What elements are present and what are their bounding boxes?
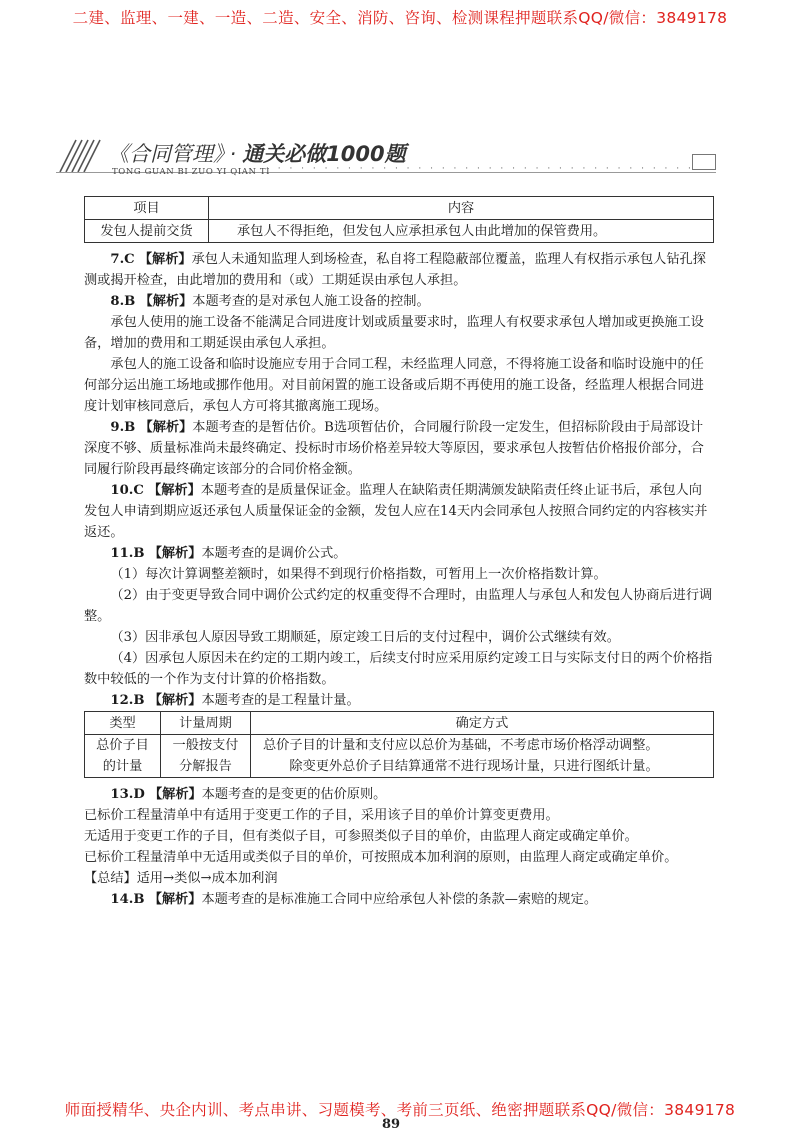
answer-10: 10.C 【解析】本题考查的是质量保证金。监理人在缺陷责任期满颁发缺陷责任终止证书后，承包人向发包人申请到期应返还承包人质量保证金的金额，发包人应在14天内会同承包人按照合同约定的内容核实并返还。 (84, 483, 708, 540)
book-title-main: 《合同管理》 (108, 142, 224, 166)
table-row (85, 735, 714, 778)
answer-7: 7.C 【解析】承包人未通知监理人到场检查，私自将工程隐蔽部位覆盖，监理人有权指示承包人钻孔探测或揭开检查，由此增加的费用和（或）工期延误由承包人承担。 (84, 252, 706, 288)
header-stripes-decoration (56, 138, 106, 174)
page-number: 89 (382, 1117, 401, 1132)
table-header-cell: 确定方式 (251, 712, 714, 735)
table-header-row (85, 197, 714, 220)
table-cell-line: 总价子目的计量和支付应以总价为基础，不考虑市场价格浮动调整。 (263, 738, 659, 753)
table-header-cell: 项目 (85, 197, 209, 220)
table-header-cell: 计量周期 (161, 712, 251, 735)
answer-8-para-1: 承包人使用的施工设备不能满足合同进度计划或质量要求时，监理人有权要求承包人增加或更换施工设备，增加的费用和工期延误由承包人承担。 (84, 315, 704, 351)
header-box-decoration (692, 154, 716, 170)
page-header (56, 134, 716, 182)
book-title-suffix: 通关必做1000题 (242, 142, 406, 166)
book-subtitle: TONG GUAN BI ZUO YI QIAN TI (112, 167, 271, 177)
answer-13-line: 无适用于变更工作的子目，但有类似子目，可参照类似子目的单价，由监理人商定或确定单价。 (84, 829, 638, 844)
table-row (85, 220, 714, 243)
answer-14: 14.B 【解析】本题考查的是标准施工合同中应给承包人补偿的条款—索赔的规定。 (110, 892, 598, 907)
answer-11-item: （3）因非承包人原因导致工期顺延，原定竣工日后的支付过程中，调价公式继续有效。 (110, 630, 620, 645)
answer-9: 9.B 【解析】本题考查的是暂估价。B选项暂估价，合同履行阶段一定发生，但招标阶段由于局部设计深度不够、质量标准尚未最终确定、投标时市场价格差异较大等原因，要求承包人按暂估价格报价部分，合同履行阶段再最终确定该部分的合同价格金额。 (84, 420, 704, 477)
answer-13-line: 已标价工程量清单中无适用或类似子目的单价，可按照成本加利润的原则，由监理人商定或确定单价。 (84, 850, 678, 865)
table-cell-line: 除变更外总价子目结算通常不进行现场计量，只进行图纸计量。 (289, 759, 659, 774)
header-dots-decoration: · · · · · · · · · · · · · · · · · · · · · · · · · · · · · · · · · · · · · (266, 164, 694, 174)
top-promo-banner: 二建、监理、一建、一造、二造、安全、消防、咨询、检测课程押题联系QQ/微信：3849178 (72, 9, 728, 27)
table-header-cell: 类型 (85, 712, 161, 735)
table-header-row (85, 712, 714, 735)
table-early-delivery (84, 196, 714, 243)
table-cell: 一般按支付分解报告 (161, 735, 251, 778)
answer-13-line: 已标价工程量清单中有适用于变更工作的子目，采用该子目的单价计算变更费用。 (84, 808, 559, 823)
table-header-cell: 内容 (209, 197, 714, 220)
page-content (84, 196, 714, 910)
answer-11-item: （4）因承包人原因未在约定的工期内竣工，后续支付时应采用原约定竣工日与实际支付日的两个价格指数中较低的一个作为支付计算的价格指数。 (84, 651, 713, 687)
table-cell: 发包人提前交货 (85, 220, 209, 243)
answer-12: 12.B 【解析】本题考查的是工程量计量。 (110, 693, 360, 708)
answer-8: 8.B 【解析】本题考查的是对承包人施工设备的控制。 (110, 294, 430, 309)
answer-13-summary: 【总结】适用→类似→成本加利润 (84, 871, 278, 886)
answer-8-para-2: 承包人的施工设备和临时设施应专用于合同工程，未经监理人同意，不得将施工设备和临时设施中的任何部分运出施工场地或挪作他用。对目前闲置的施工设备或后期不再使用的施工设备，经监理人根据合同进度计划审核同意后，承包人方可将其撤离施工现场。 (84, 357, 704, 414)
table-measurement (84, 711, 714, 778)
answer-11: 11.B 【解析】本题考查的是调价公式。 (110, 546, 347, 561)
table-cell (251, 735, 714, 778)
table-cell: 承包人不得拒绝，但发包人应承担承包人由此增加的保管费用。 (209, 220, 714, 243)
answer-11-item: （2）由于变更导致合同中调价公式约定的权重变得不合理时，由监理人与承包人和发包人协商后进行调整。 (84, 588, 713, 624)
answer-13: 13.D 【解析】本题考查的是变更的估价原则。 (110, 787, 387, 802)
bottom-promo-banner: 师面授精华、央企内训、考点串讲、习题模考、考前三页纸、绝密押题联系QQ/微信：3849178 (64, 1101, 736, 1119)
table-cell: 总价子目的计量 (85, 735, 161, 778)
book-title: 《合同管理》 · 通关必做1000题 (108, 142, 406, 166)
answer-11-item: （1）每次计算调整差额时，如果得不到现行价格指数，可暂用上一次价格指数计算。 (110, 567, 607, 582)
